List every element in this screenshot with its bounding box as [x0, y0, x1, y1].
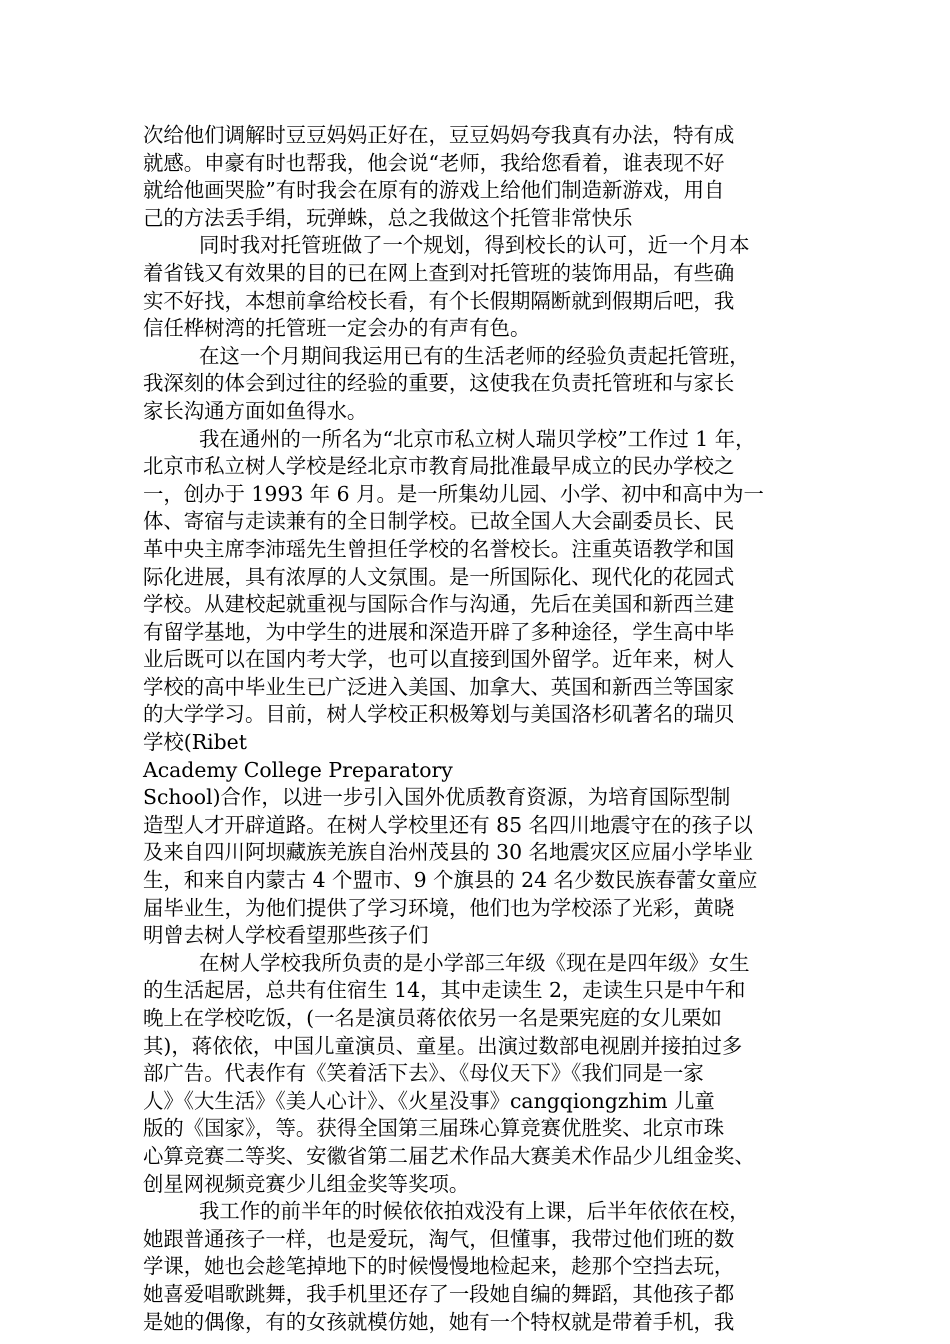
text-line: 其)，蒋依依，中国儿童演员、童星。出演过数部电视剧并接拍过多	[143, 1033, 743, 1058]
text-line: 及来自四川阿坝藏族羌族自治州茂县的 30 名地震灾区应届小学毕业	[143, 840, 753, 865]
text-line: 有留学基地，为中学生的进展和深造开辟了多种途径，学生高中毕	[143, 619, 735, 644]
text-line: 造型人才开辟道路。在树人学校里还有 85 名四川地震守在的孩子以	[143, 812, 753, 837]
text-line: 的大学学习。目前，树人学校正积极筹划与美国洛杉矶著名的瑞贝	[143, 702, 735, 727]
text-line: 己的方法丢手绢，玩弹蛛，总之我做这个托管非常快乐	[143, 205, 633, 230]
text-line: 我在通州的一所名为“北京市私立树人瑞贝学校”工作过 1 年，	[199, 426, 756, 451]
text-line: Academy College Preparatory	[143, 757, 453, 782]
text-line: 晚上在学校吃饭，(一名是演员蒋依依另一名是栗宪庭的女儿栗如	[143, 1006, 722, 1030]
text-line: 学校。从建校起就重视与国际合作与沟通，先后在美国和新西兰建	[143, 592, 735, 617]
text-line: 届毕业生，为他们提供了学习环境，他们也为学校添了光彩，黄晓	[143, 895, 735, 920]
text-line: 我工作的前半年的时候依依拍戏没有上课，后半年依依在校，	[199, 1199, 750, 1224]
text-line: 着省钱又有效果的目的已在网上查到对托管班的装饰用品，有些确	[143, 260, 735, 285]
text-line: 家长沟通方面如鱼得水。	[143, 398, 368, 423]
text-line: 在树人学校我所负责的是小学部三年级《现在是四年级》女生	[199, 950, 750, 975]
text-line: 版的《国家》，等。获得全国第三届珠心算竞赛优胜奖、北京市珠	[143, 1116, 725, 1141]
text-line: 同时我对托管班做了一个规划，得到校长的认可，近一个月本	[199, 233, 750, 258]
text-line: 明曾去树人学校看望那些孩子们	[143, 923, 429, 948]
text-line: 心算竞赛二等奖、安徽省第二届艺术作品大赛美术作品少儿组金奖、	[143, 1143, 755, 1168]
text-line: 我深刻的体会到过往的经验的重要，这使我在负责托管班和与家长	[143, 371, 735, 396]
text-line: 学校(Ribet	[143, 730, 247, 755]
text-line: 是她的偶像，有的女孩就模仿她，她有一个特权就是带着手机，我	[143, 1309, 735, 1334]
text-line: 就给他画哭脸”有时我会在原有的游戏上给他们制造新游戏，用自	[143, 178, 725, 203]
text-line: 创星网视频竞赛少儿组金奖等奖项。	[143, 1171, 470, 1196]
text-line: 就感。申豪有时也帮我，他会说“老师，我给您看着，谁表现不好	[143, 150, 725, 175]
text-line: 信任桦树湾的托管班一定会办的有声有色。	[143, 316, 531, 341]
text-line: 学课，她也会趁笔掉地下的时候慢慢地检起来，趁那个空挡去玩，	[143, 1254, 735, 1279]
text-line: 业后既可以在国内考大学，也可以直接到国外留学。近年来，树人	[143, 647, 735, 672]
text-line: 她喜爱唱歌跳舞，我手机里还存了一段她自编的舞蹈，其他孩子都	[143, 1281, 735, 1306]
text-line: School)合作，以进一步引入国外优质教育资源，为培育国际型制	[143, 785, 731, 810]
document-body	[143, 122, 807, 1336]
text-line: 实不好找，本想前拿给校长看，有个长假期隔断就到假期后吧，我	[143, 288, 735, 313]
text-line: 体、寄宿与走读兼有的全日制学校。已故全国人大会副委员长、民	[143, 509, 735, 534]
text-line: 的生活起居，总共有住宿生 14，其中走读生 2，走读生只是中午和	[143, 978, 746, 1003]
text-line: 次给他们调解时豆豆妈妈正好在，豆豆妈妈夸我真有办法，特有成	[143, 123, 735, 147]
text-line: 生，和来自内蒙古 4 个盟市、9 个旗县的 24 名少数民族春蕾女童应	[143, 868, 758, 893]
text-line: 在这一个月期间我运用已有的生活老师的经验负责起托管班，	[199, 343, 750, 368]
text-line: 学校的高中毕业生已广泛进入美国、加拿大、英国和新西兰等国家	[143, 674, 735, 699]
text-line: 革中央主席李沛瑶先生曾担任学校的名誉校长。注重英语教学和国	[143, 536, 735, 561]
text-line: 人》《大生活》《美人心计》、《火星没事》cangqiongzhim 儿童	[143, 1088, 715, 1113]
text-line: 北京市私立树人学校是经北京市教育局批准最早成立的民办学校之	[143, 454, 735, 479]
text-line: 际化进展，具有浓厚的人文氛围。是一所国际化、现代化的花园式	[143, 564, 735, 589]
text-line: 部广告。代表作有《笑着活下去》、《母仪天下》《我们同是一家	[143, 1061, 704, 1086]
text-line: 她跟普通孩子一样，也是爱玩，淘气，但懂事，我带过他们班的数	[143, 1226, 735, 1251]
text-line: 一，创办于 1993 年 6 月。是一所集幼儿园、小学、初中和高中为一	[143, 481, 764, 506]
